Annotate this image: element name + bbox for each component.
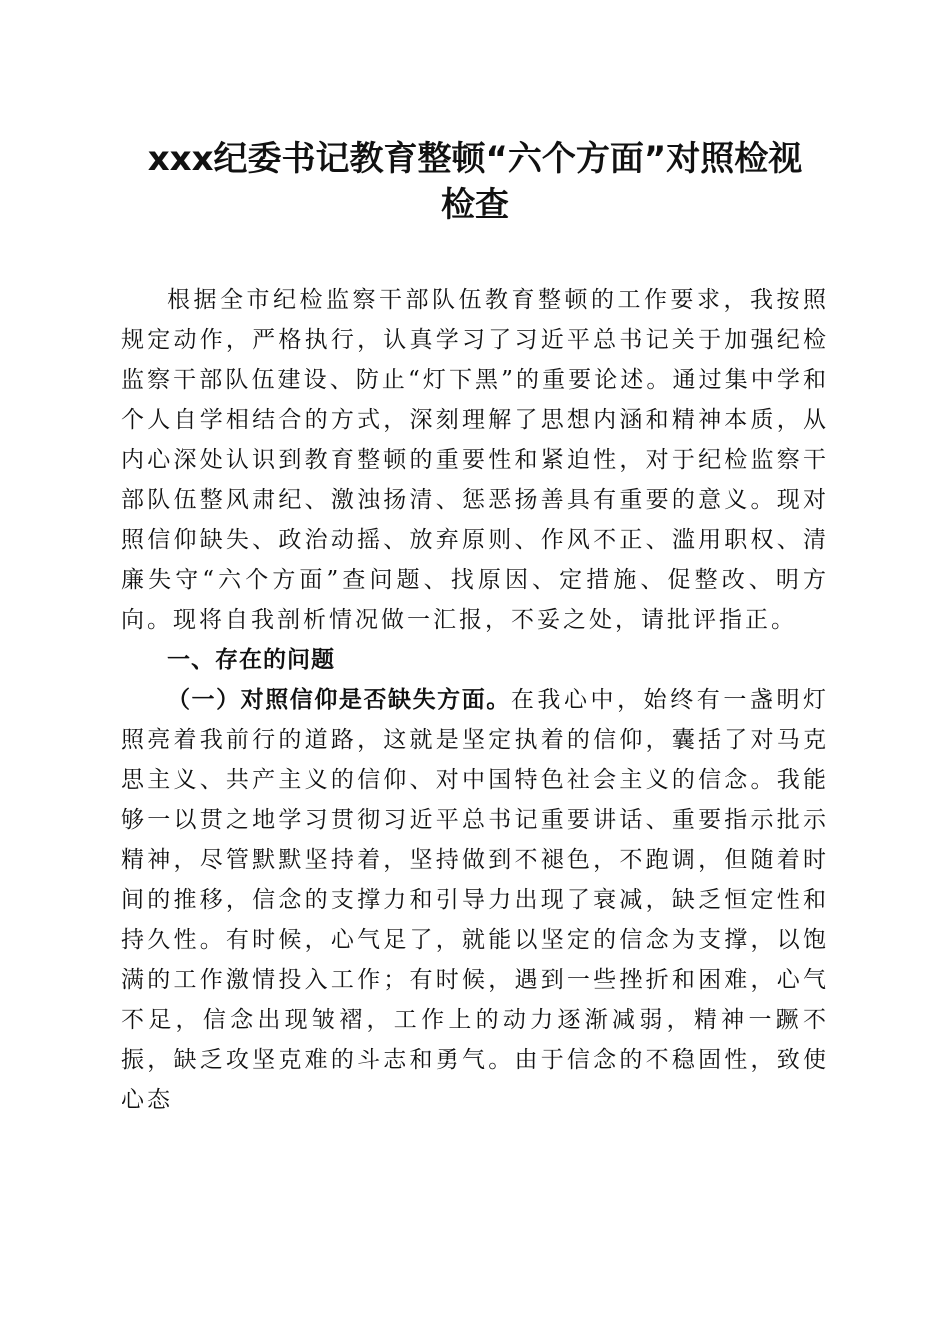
document-title: [110, 136, 840, 228]
intro-paragraph: 根据全市纪检监察干部队伍教育整顿的工作要求，我按照规定动作，严格执行，认真学习了习近平总书记关于加强纪检监察干部队伍建设、防止“灯下黑”的重要论述。通过集中学和个人自学相结合的方式，深刻理解了思想内涵和精神本质，从内心深处认识到教育整顿的重要性和紧迫性，对于纪检监察干部队伍整风肃纪、激浊扬清、惩恶扬善具有重要的意义。现对照信仰缺失、政治动摇、放弃原则、作风不正、滥用职权、清廉失守“六个方面”查问题、找原因、定措施、促整改、明方向。现将自我剖析情况做一汇报，不妥之处，请批评指正。: [121, 287, 829, 633]
section-heading-problems: 一、存在的问题: [167, 647, 335, 673]
subsection-text-faith: 在我心中，始终有一盏明灯照亮着我前行的道路，这就是坚定执着的信仰，囊括了对马克思主义、共产主义的信仰、对中国特色社会主义的信念。我能够一以贯之地学习贯彻习近平总书记重要讲话、重要指示批示精神，尽管默默坚持着，坚持做到不褪色，不跑调，但随着时间的推移，信念的支撑力和引导力出现了衰减，缺乏恒定性和持久性。有时候，心气足了，就能以坚定的信念为支撑，以饱满的工作激情投入工作；有时候，遇到一些挫折和困难，心气不足，信念出现皱褶，工作上的动力逐渐减弱，精神一蹶不振，缺乏攻坚克难的斗志和勇气。由于信念的不稳固性，致使心态: [121, 687, 830, 1113]
subsection-paragraph-faith: [121, 680, 829, 1120]
document-title-line-2: 检查: [441, 185, 509, 225]
document-body: [121, 280, 829, 1120]
document-title-line-1: xxx纪委书记教育整顿“六个方面”对照检视: [147, 139, 803, 179]
subsection-heading-faith: （一）对照信仰是否缺失方面。: [167, 687, 511, 713]
